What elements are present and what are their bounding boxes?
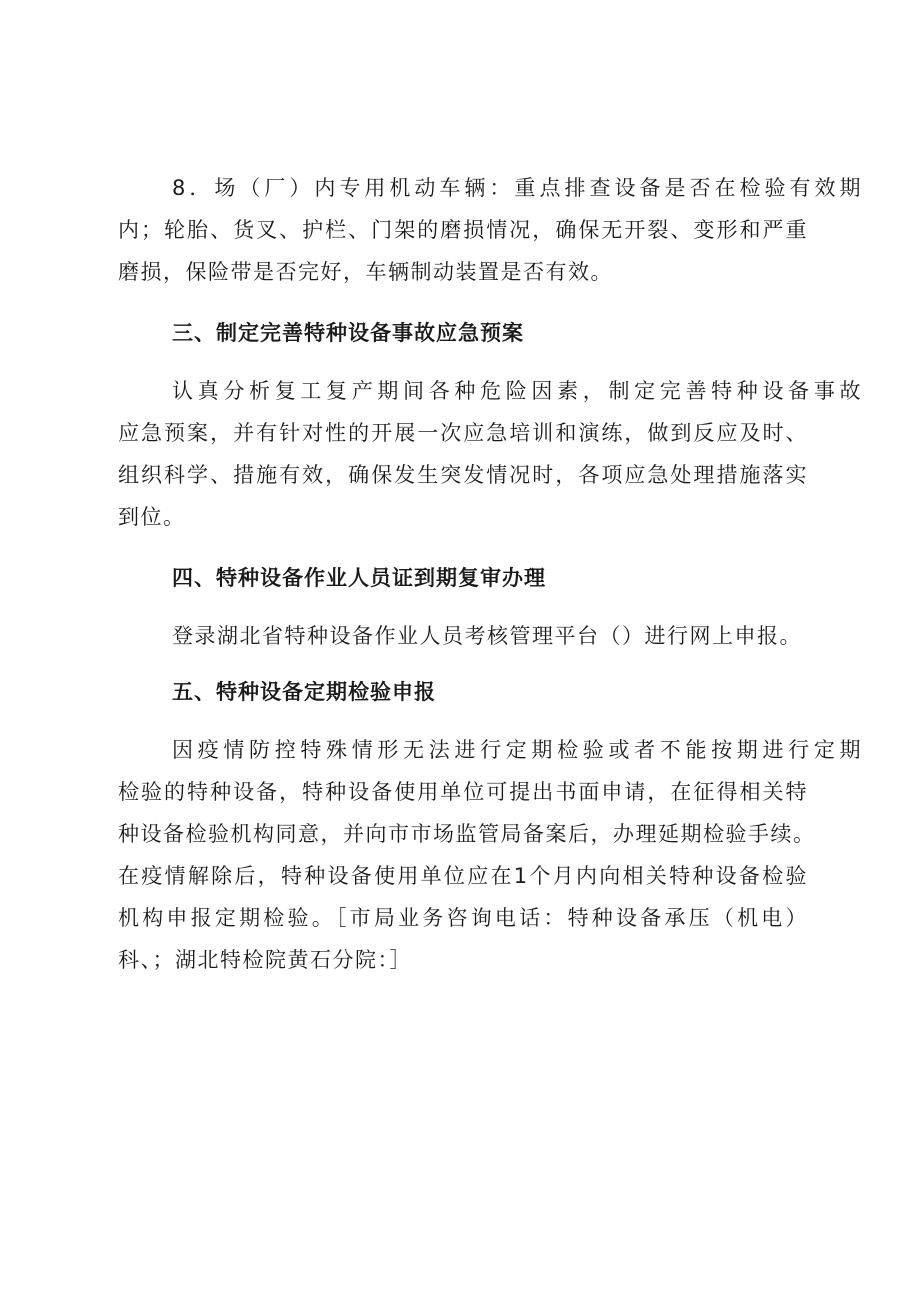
section5-line-4: 在疫情解除后，特种设备使用单位应在1个月内向相关特种设备检验	[118, 864, 808, 888]
section5-line-6: 科、；湖北特检院黄石分院：］	[118, 948, 412, 972]
section3-line-1: 认真分析复工复产期间各种危险因素，制定完善特种设备事故	[172, 379, 862, 403]
section4-heading: 四、特种设备作业人员证到期复审办理	[172, 566, 546, 590]
section5-line-3: 种设备检验机构同意，并向市市场监管局备案后，办理延期检验手续。	[118, 822, 816, 846]
item8-line-1: 8．场（厂）内专用机动车辆：重点排查设备是否在检验有效期	[172, 176, 862, 200]
section5-heading: 五、特种设备定期检验申报	[172, 680, 436, 704]
item8-line-3: 磨损，保险带是否完好，车辆制动装置是否有效。	[118, 260, 613, 284]
item8-line-2: 内；轮胎、货叉、护栏、门架的磨损情况，确保无开裂、变形和严重	[118, 218, 808, 242]
section3-line-2: 应急预案，并有针对性的开展一次应急培训和演练，做到反应及时、	[118, 421, 808, 445]
section3-heading: 三、制定完善特种设备事故应急预案	[172, 321, 524, 345]
section5-line-2: 检验的特种设备，特种设备使用单位可提出书面申请，在征得相关特	[118, 780, 808, 804]
section5-line-1: 因疫情防控特殊情形无法进行定期检验或者不能按期进行定期	[172, 738, 862, 762]
section5-line-5: 机构申报定期检验。［市局业务咨询电话：特种设备承压（机电）	[118, 906, 808, 930]
section4-line-1: 登录湖北省特种设备作业人员考核管理平台（）进行网上申报。	[172, 624, 802, 648]
section3-line-4: 到位。	[118, 505, 186, 529]
section3-line-3: 组织科学、措施有效，确保发生突发情况时，各项应急处理措施落实	[118, 463, 808, 487]
